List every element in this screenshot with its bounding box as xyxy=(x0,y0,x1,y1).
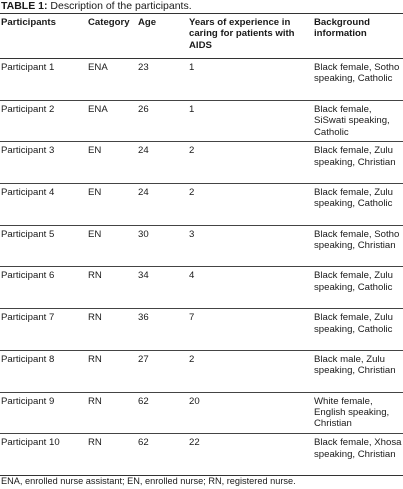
table-row xyxy=(0,434,403,476)
header-category: Category xyxy=(88,14,138,59)
cell-background: Black female, SiSwati speaking, Catholic xyxy=(313,100,403,142)
cell-participant: Participant 3 xyxy=(0,142,88,184)
cell-background: Black female, Zulu speaking, Christian xyxy=(313,142,403,184)
cell-category: RN xyxy=(88,267,138,309)
table-row xyxy=(0,100,403,142)
table-footnote: ENA, enrolled nurse assistant; EN, enrolled nurse; RN, registered nurse. xyxy=(1,476,296,486)
cell-age: 62 xyxy=(138,434,188,476)
cell-background: Black female, Sotho speaking, Christian xyxy=(313,225,403,267)
cell-participant: Participant 7 xyxy=(0,309,88,351)
cell-age: 30 xyxy=(138,225,188,267)
cell-age: 26 xyxy=(138,100,188,142)
cell-years: 1 xyxy=(188,59,313,101)
cell-years: 2 xyxy=(188,350,313,392)
cell-age: 24 xyxy=(138,142,188,184)
table-row xyxy=(0,267,403,309)
cell-age: 24 xyxy=(138,184,188,226)
cell-background: Black female, Zulu speaking, Catholic xyxy=(313,309,403,351)
cell-category: EN xyxy=(88,184,138,226)
table-row xyxy=(0,225,403,267)
cell-background: Black female, Zulu speaking, Catholic xyxy=(313,267,403,309)
cell-years: 3 xyxy=(188,225,313,267)
cell-participant: Participant 4 xyxy=(0,184,88,226)
cell-category: ENA xyxy=(88,59,138,101)
header-age: Age xyxy=(138,14,188,59)
header-background: Background information xyxy=(313,14,403,59)
cell-background: Black male, Zulu speaking, Christian xyxy=(313,350,403,392)
cell-years: 22 xyxy=(188,434,313,476)
cell-participant: Participant 10 xyxy=(0,434,88,476)
cell-participant: Participant 6 xyxy=(0,267,88,309)
cell-age: 27 xyxy=(138,350,188,392)
cell-category: RN xyxy=(88,350,138,392)
cell-category: EN xyxy=(88,225,138,267)
cell-age: 62 xyxy=(138,392,188,434)
table-row xyxy=(0,309,403,351)
header-participants: Participants xyxy=(0,14,88,59)
cell-participant: Participant 2 xyxy=(0,100,88,142)
cell-participant: Participant 8 xyxy=(0,350,88,392)
table-row xyxy=(0,184,403,226)
cell-category: EN xyxy=(88,142,138,184)
table-row xyxy=(0,59,403,101)
cell-background: Black female, Zulu speaking, Catholic xyxy=(313,184,403,226)
participants-table xyxy=(0,13,403,476)
cell-years: 2 xyxy=(188,184,313,226)
cell-category: RN xyxy=(88,309,138,351)
table-row xyxy=(0,142,403,184)
cell-participant: Participant 5 xyxy=(0,225,88,267)
cell-years: 20 xyxy=(188,392,313,434)
cell-age: 23 xyxy=(138,59,188,101)
cell-years: 1 xyxy=(188,100,313,142)
table-header-row xyxy=(0,14,403,59)
header-years-experience: Years of experience in caring for patients with AIDS xyxy=(188,14,313,59)
table-caption-text: Description of the participants. xyxy=(47,0,192,12)
cell-participant: Participant 9 xyxy=(0,392,88,434)
cell-years: 4 xyxy=(188,267,313,309)
cell-category: RN xyxy=(88,392,138,434)
cell-age: 36 xyxy=(138,309,188,351)
cell-category: ENA xyxy=(88,100,138,142)
cell-background: Black female, Xhosa speaking, Christian xyxy=(313,434,403,476)
cell-age: 34 xyxy=(138,267,188,309)
table-caption-label: TABLE 1: xyxy=(1,0,48,12)
cell-background: White female, English speaking, Christian xyxy=(313,392,403,434)
table-row xyxy=(0,350,403,392)
cell-category: RN xyxy=(88,434,138,476)
table-row xyxy=(0,392,403,434)
cell-years: 7 xyxy=(188,309,313,351)
cell-participant: Participant 1 xyxy=(0,59,88,101)
table-caption xyxy=(1,0,192,12)
cell-background: Black female, Sotho speaking, Catholic xyxy=(313,59,403,101)
cell-years: 2 xyxy=(188,142,313,184)
